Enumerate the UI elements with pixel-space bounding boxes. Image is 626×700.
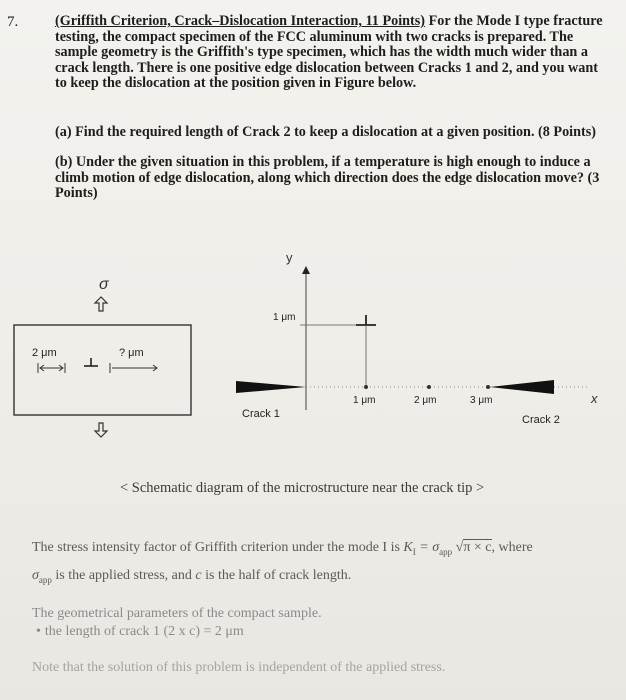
tick-point-1	[364, 385, 368, 389]
part-a: (a) Find the required length of Crack 2 to keep a dislocation at a given position. (8 Points)	[55, 124, 596, 140]
sigma-label: σ	[99, 276, 109, 293]
crack-2-shape	[490, 380, 554, 394]
part-b: (b) Under the given situation in this problem, if a temperature is high enough to induce a climb motion of edge dislocation, along which direction does the edge dislocation move? (3 Points)	[55, 154, 600, 202]
diagram-caption: < Schematic diagram of the microstructure near the crack tip >	[120, 480, 485, 496]
stress-intensity-text	[32, 536, 612, 592]
note-text: Note that the solution of this problem is independent of the applied stress.	[32, 660, 446, 675]
specimen-box	[14, 325, 191, 415]
stress-line1-end: , where	[491, 540, 533, 555]
stress-line2-text: is the applied stress, and	[51, 567, 196, 583]
crack-2-label: Crack 2	[522, 414, 560, 426]
formula-k-sub: I	[412, 546, 416, 557]
question-intro-line1: For the Mode I type	[428, 13, 550, 29]
vertical-dimension-label: 1 μm	[273, 312, 296, 323]
crack-1-label: Crack 1	[242, 408, 280, 420]
geometry-bullet-text: the length of crack 1 (2 x c) = 2 μm	[44, 624, 244, 639]
left-dimension-1: 2 μm	[32, 347, 57, 359]
c-symbol: c	[195, 567, 202, 583]
left-dimension-2: ? μm	[119, 347, 144, 359]
stress-arrow-down	[95, 423, 107, 437]
question-intro	[55, 14, 611, 92]
tick-point-3	[486, 385, 490, 389]
crack-1-shape	[236, 381, 306, 393]
x-axis-label: x	[591, 391, 598, 406]
tick-label-3: 3 μm	[470, 395, 493, 406]
formula-k: K	[403, 540, 413, 555]
question-number: 7.	[7, 14, 19, 30]
stress-arrow-up	[95, 297, 107, 311]
formula-sqrt: √π × c	[455, 540, 492, 555]
specimen-dislocation-symbol	[84, 358, 98, 366]
formula-sigma-sub: app	[439, 546, 453, 557]
question-heading: (Griffith Criterion, Crack–Dislocation Interaction, 11 Points)	[55, 13, 426, 29]
tick-label-1: 1 μm	[353, 395, 376, 406]
tick-label-2: 2 μm	[414, 395, 437, 406]
stress-line2-end: is the half of crack length.	[201, 567, 352, 583]
sigma-app-sub: app	[38, 574, 52, 585]
tick-point-2	[427, 385, 431, 389]
sigma-app-symbol: σ	[32, 567, 39, 583]
y-axis-label: y	[286, 250, 293, 265]
dimension-arrow-left	[38, 363, 65, 373]
formula-radicand: π × c	[463, 540, 492, 555]
geometry-title: The geometrical parameters of the compact sample.	[32, 606, 322, 621]
question-intro-text: fracture testing, the compact specimen of the FCC aluminum with two cracks is prepared. The sample geometry is the Griffith's type specimen, which has the width much wider than a crack length. There is one positive edge dislocation between Cracks 1 and 2, and you want to keep the dislocation at the position given in Figure below.	[55, 13, 603, 92]
schematic-diagram	[0, 245, 626, 455]
formula-sigma: = σ	[415, 540, 440, 555]
stress-line1-text: The stress intensity factor of Griffith criterion under the mode I is	[32, 540, 400, 555]
edge-dislocation	[356, 315, 376, 325]
geometry-bullet: • the length of crack 1 (2 x c) = 2 μm	[36, 624, 244, 639]
dimension-arrow-right	[110, 363, 157, 373]
geometry-parameters	[32, 605, 322, 641]
